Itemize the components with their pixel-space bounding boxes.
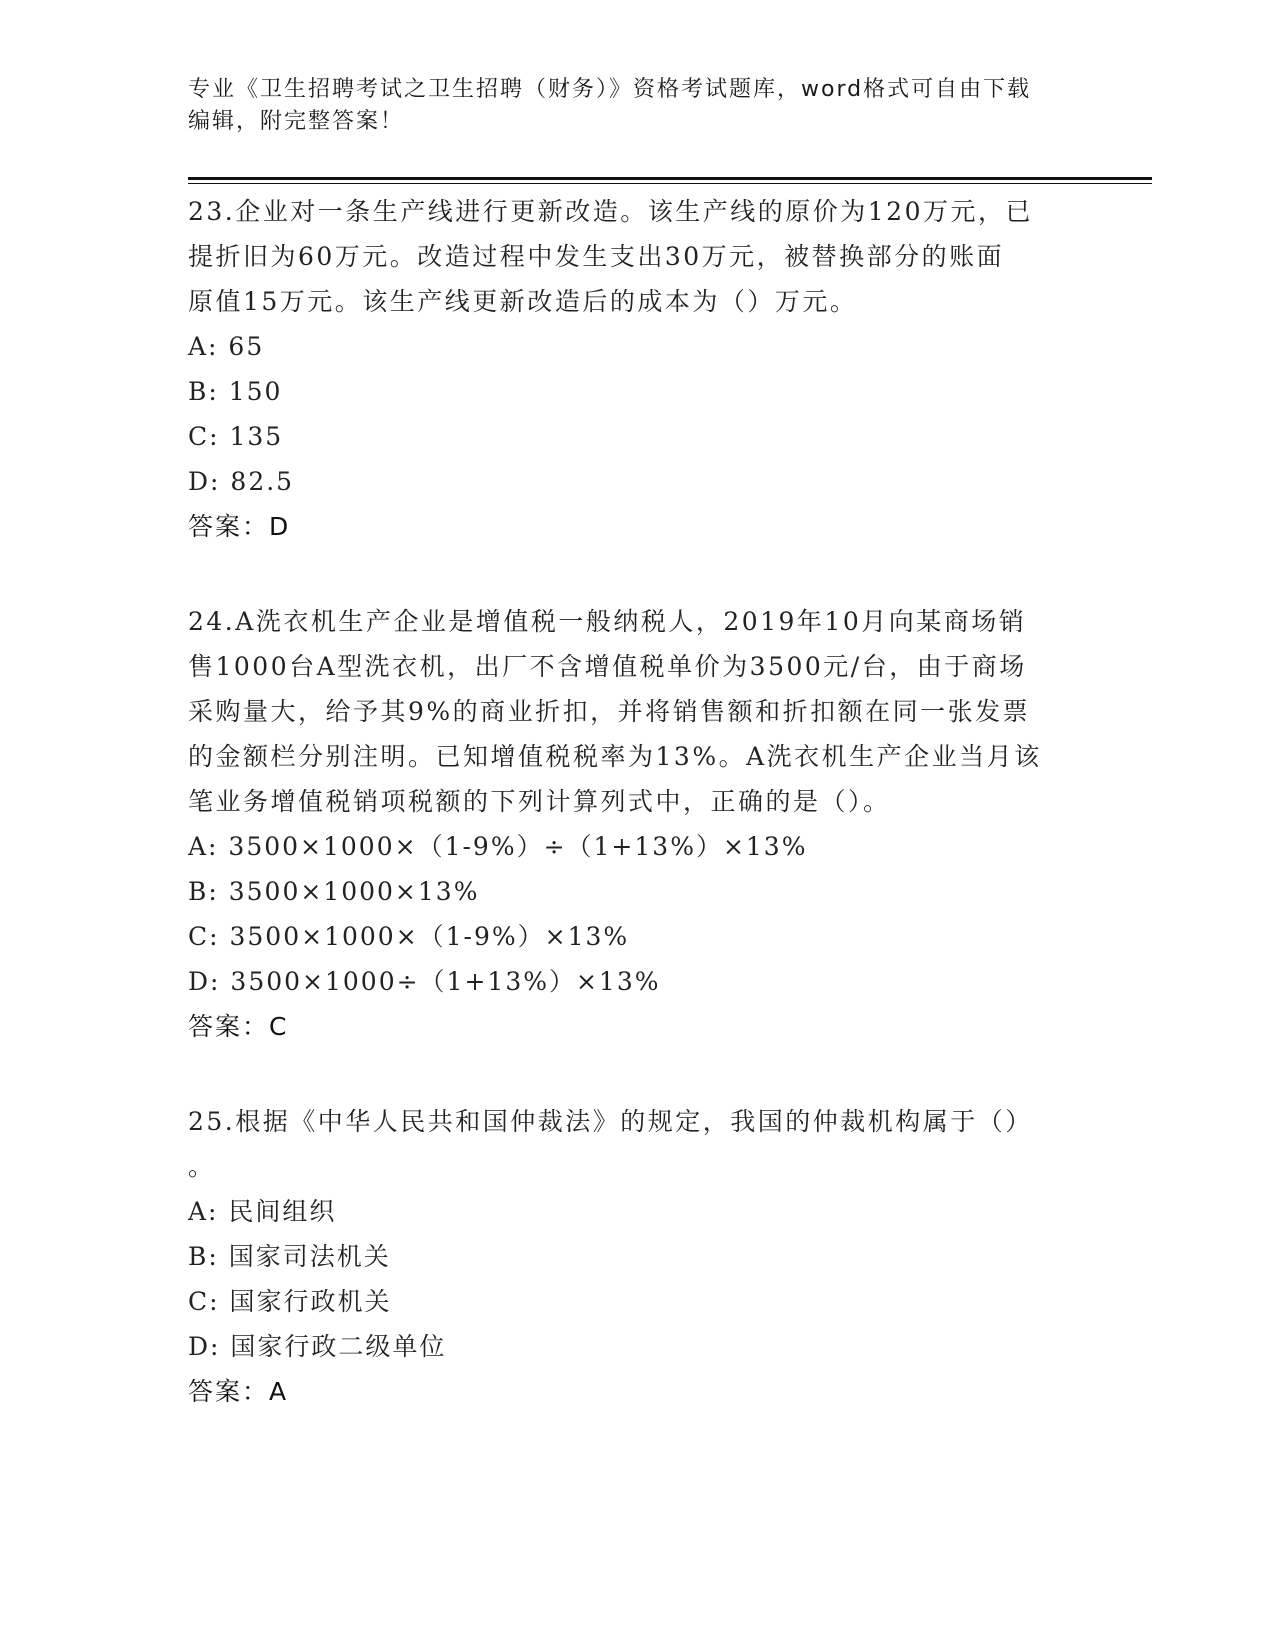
stem-line: 提折旧为60万元。改造过程中发生支出30万元，被替换部分的账面 [188, 242, 1005, 271]
stem-line: 售1000台A型洗衣机，出厂不含增值税单价为3500元/台，由于商场 [188, 652, 1027, 681]
option-a: A: 3500×1000×（1-9%）÷（1+13%）×13% [188, 832, 808, 861]
answer-label: 答案：C [188, 1012, 289, 1041]
option-b: B: 150 [188, 377, 283, 406]
header-line-2: 编辑，附完整答案！ [188, 109, 405, 134]
option-d: D: 82.5 [188, 467, 295, 496]
question-stem [188, 1099, 1088, 1189]
option-d: D: 国家行政二级单位 [188, 1332, 447, 1361]
stem-line: 。 [188, 1152, 216, 1181]
stem-line: 原值15万元。该生产线更新改造后的成本为（）万元。 [188, 287, 858, 316]
option-c: C: 3500×1000×（1-9%）×13% [188, 922, 630, 951]
stem-line: 25.根据《中华人民共和国仲裁法》的规定，我国的仲裁机构属于（） [188, 1107, 1033, 1136]
document-header [188, 74, 1088, 138]
answer-label: 答案：A [188, 1377, 289, 1406]
question-25 [188, 1099, 1088, 1414]
question-stem [188, 189, 1088, 324]
stem-line: 的金额栏分别注明。已知增值税税率为13%。A洗衣机生产企业当月该 [188, 742, 1042, 771]
option-c: C: 135 [188, 422, 284, 451]
option-c: C: 国家行政机关 [188, 1287, 392, 1316]
answer-label: 答案：D [188, 512, 291, 541]
question-stem [188, 599, 1088, 824]
stem-line: 笔业务增值税销项税额的下列计算列式中，正确的是（）。 [188, 787, 891, 816]
stem-line: 23.企业对一条生产线进行更新改造。该生产线的原价为120万元，已 [188, 197, 1033, 226]
question-24 [188, 599, 1088, 1049]
question-23 [188, 189, 1088, 549]
option-b: B: 国家司法机关 [188, 1242, 391, 1271]
header-line-1: 专业《卫生招聘考试之卫生招聘（财务）》资格考试题库，word格式可自由下载 [188, 77, 1032, 102]
stem-line: 采购量大，给予其9%的商业折扣，并将销售额和折扣额在同一张发票 [188, 697, 1031, 726]
option-a: A: 民间组织 [188, 1197, 337, 1226]
header-divider-thick [188, 177, 1152, 180]
option-d: D: 3500×1000÷（1+13%）×13% [188, 967, 661, 996]
stem-line: 24.A洗衣机生产企业是增值税一般纳税人，2019年10月向某商场销 [188, 607, 1027, 636]
option-a: A: 65 [188, 332, 265, 361]
header-divider-thin [188, 183, 1152, 184]
option-b: B: 3500×1000×13% [188, 877, 480, 906]
